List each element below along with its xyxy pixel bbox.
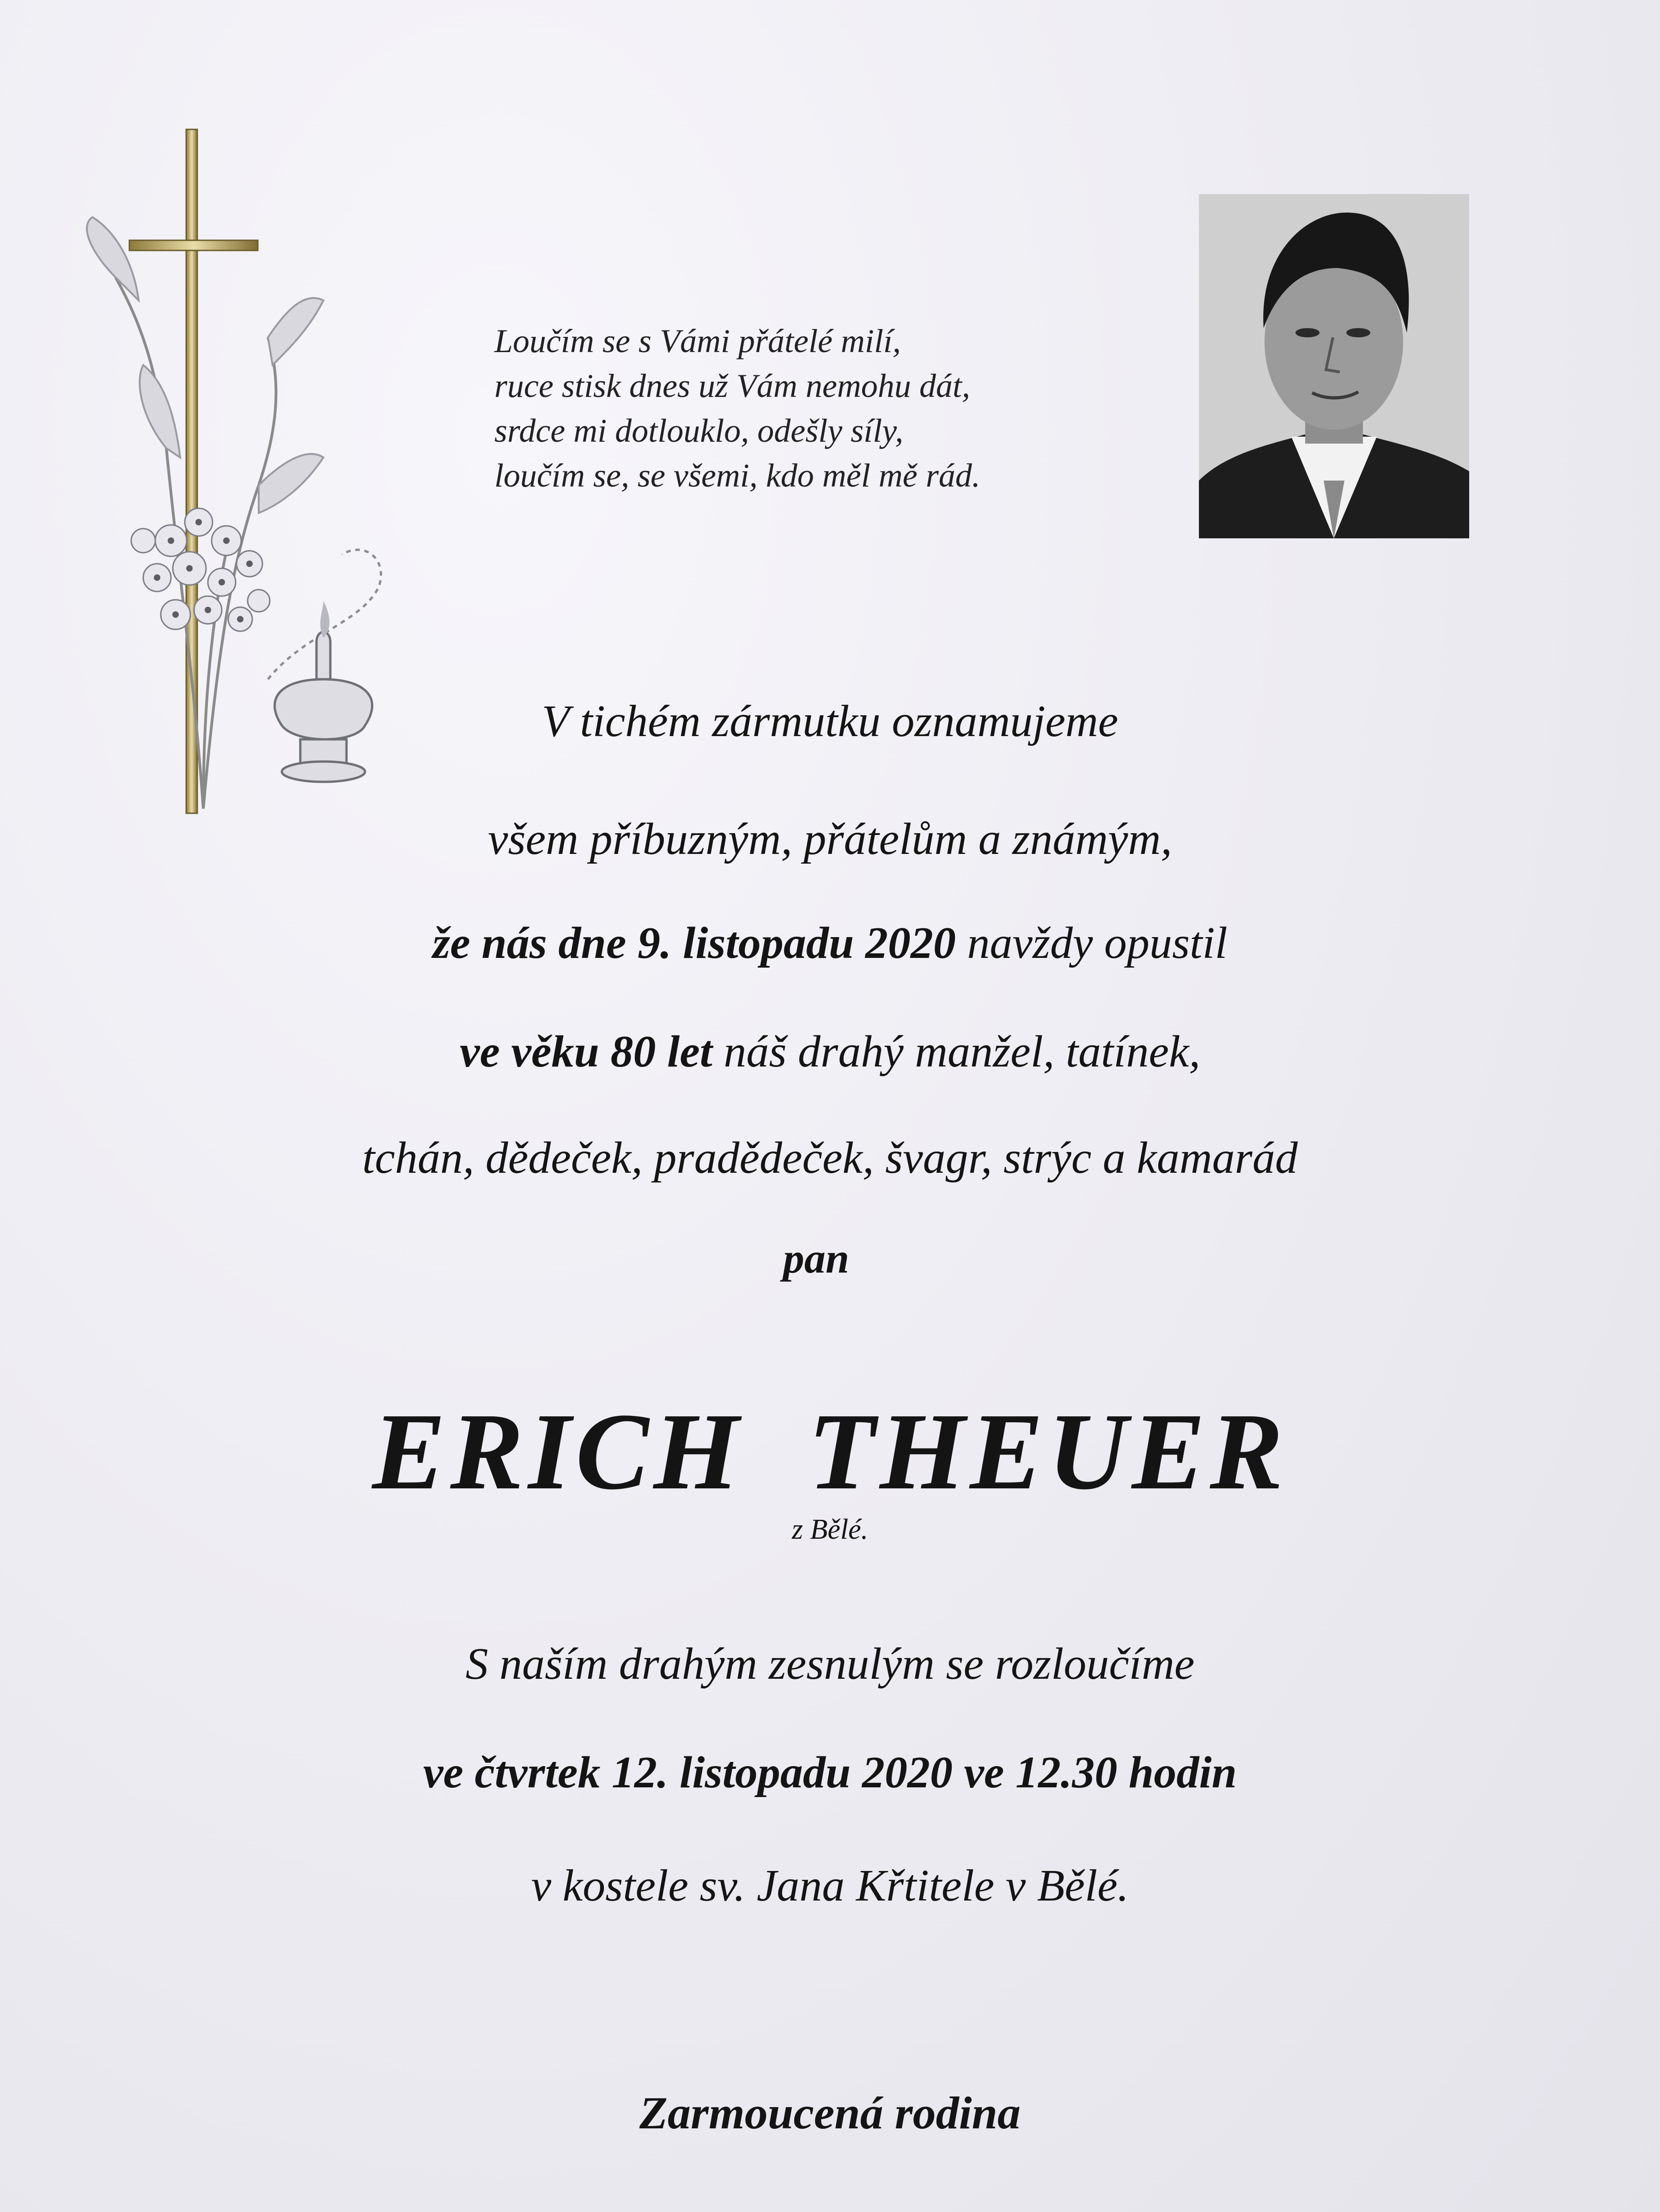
date-of-death: že nás dne 9. listopadu 2020 [432,918,956,968]
honorific: pan [783,1235,850,1282]
age-at-death: ve věku 80 let [459,1027,712,1077]
announcement-text: náš drahý manžel, tatínek, [712,1027,1201,1077]
poem-line: loučím se, se všemi, kdo měl mě rád. [494,457,980,494]
portrait-photo [1199,194,1469,538]
announcement-line: všem příbuzným, přátelům a známým, [488,814,1172,864]
farewell-poem [494,319,1141,498]
announcement-line [0,1026,1660,1078]
announcement-text: navždy opustil [955,918,1228,968]
signature: Zarmoucená rodina [639,2087,1021,2139]
ceremony-datetime: ve čtvrtek 12. listopadu 2020 ve 12.30 hodin [423,1748,1237,1798]
relations-line: tchán, dědeček, pradědeček, švagr, strýc a kamarád [362,1133,1298,1183]
poem-line: Loučím se s Vámi přátelé milí, [494,323,901,360]
ceremony-line: S naším drahým zesnulým se rozloučíme [465,1639,1195,1689]
poem-line: srdce mi dotlouklo, odešly síly, [494,412,904,449]
poem-line: ruce stisk dnes už Vám nemohu dát, [494,367,970,404]
announcement-line: V tichém zármutku oznamujeme [541,696,1119,746]
deceased-origin: z Bělé. [791,1514,869,1545]
announcement-line [0,917,1660,969]
ceremony-location: v kostele sv. Jana Křtitele v Bělé. [531,1861,1129,1911]
deceased-name: ERICH THEUER [372,1391,1288,1512]
